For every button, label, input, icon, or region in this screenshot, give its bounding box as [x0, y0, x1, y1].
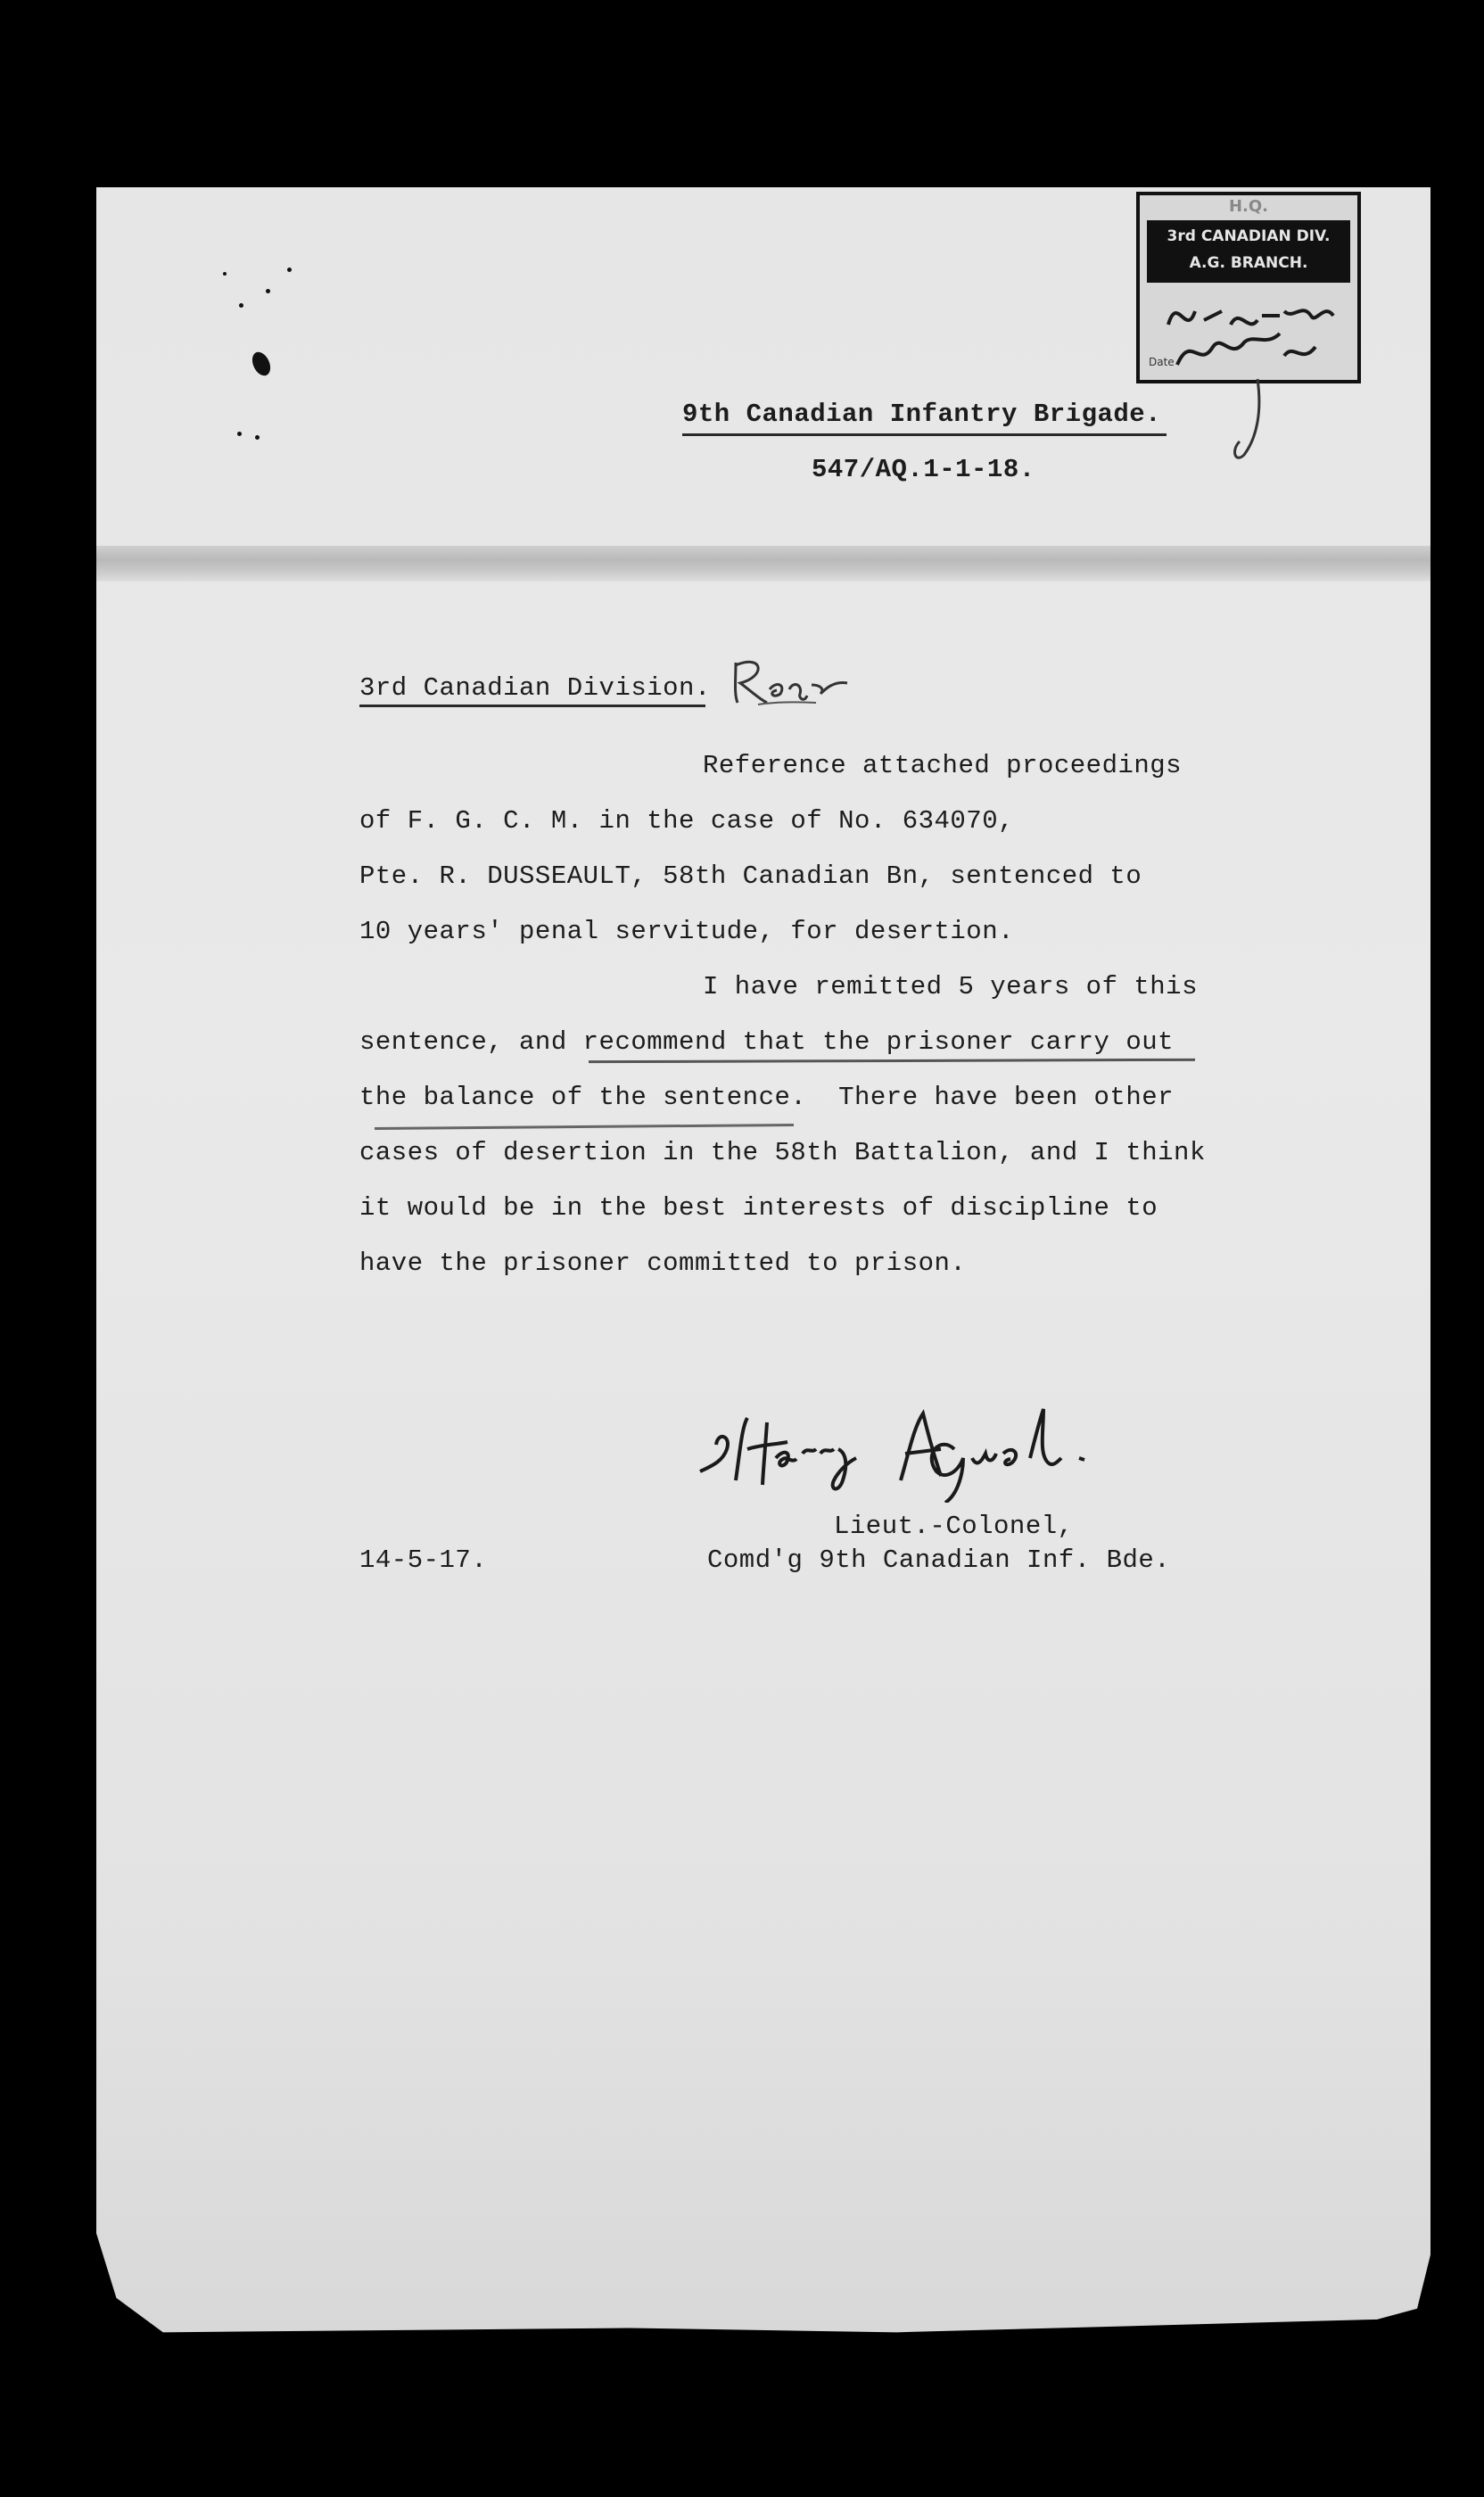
pencil-scrawl	[1222, 375, 1293, 464]
paper-fold	[96, 546, 1430, 581]
brigade-heading: 9th Canadian Infantry Brigade.	[682, 400, 1162, 429]
addressee-division: 3rd Canadian Division.	[359, 673, 711, 703]
body-line: 10 years' penal servitude, for desertion.	[359, 917, 1015, 946]
ink-speck	[255, 435, 260, 440]
stamp-line-1: 3rd CANADIAN DIV.	[1167, 227, 1331, 245]
body-line: I have remitted 5 years of this	[703, 972, 1198, 1001]
ink-speck	[237, 432, 242, 436]
body-line: Reference attached proceedings	[703, 751, 1183, 780]
receipt-stamp	[1136, 192, 1361, 383]
ink-speck	[239, 303, 243, 308]
stamp-top-line: H.Q.	[1228, 197, 1269, 216]
ink-speck	[287, 268, 292, 272]
handwritten-annotation	[727, 649, 861, 712]
stamp-date-label: Date	[1149, 356, 1175, 368]
ink-speck	[223, 272, 227, 276]
stamp-handwritten-entry	[1150, 284, 1356, 383]
body-line: cases of desertion in the 58th Battalion, and I think	[359, 1138, 1206, 1167]
body-line: have the prisoner committed to prison.	[359, 1248, 967, 1278]
reference-number: 547/AQ.1-1-18.	[812, 455, 1035, 484]
body-line: Pte. R. DUSSEAULT, 58th Canadian Bn, sentenced to	[359, 861, 1142, 891]
ink-speck	[266, 289, 270, 293]
brigade-underline	[682, 433, 1167, 436]
signature-command: Comd'g 9th Canadian Inf. Bde.	[707, 1545, 1171, 1575]
signature	[687, 1396, 1186, 1503]
body-line: of F. G. C. M. in the case of No. 634070,	[359, 806, 1015, 836]
signature-rank: Lieut.-Colonel,	[834, 1512, 1074, 1541]
addressee-underline	[359, 705, 705, 707]
stamp-line-2: A.G. BRANCH.	[1189, 254, 1308, 272]
stamp-header-block	[1147, 220, 1350, 283]
body-line: the balance of the sentence. There have been other	[359, 1083, 1175, 1112]
letter-date: 14-5-17.	[359, 1545, 488, 1575]
body-line: sentence, and recommend that the prisoner carry out	[359, 1027, 1175, 1057]
body-line: it would be in the best interests of discipline to	[359, 1193, 1158, 1223]
